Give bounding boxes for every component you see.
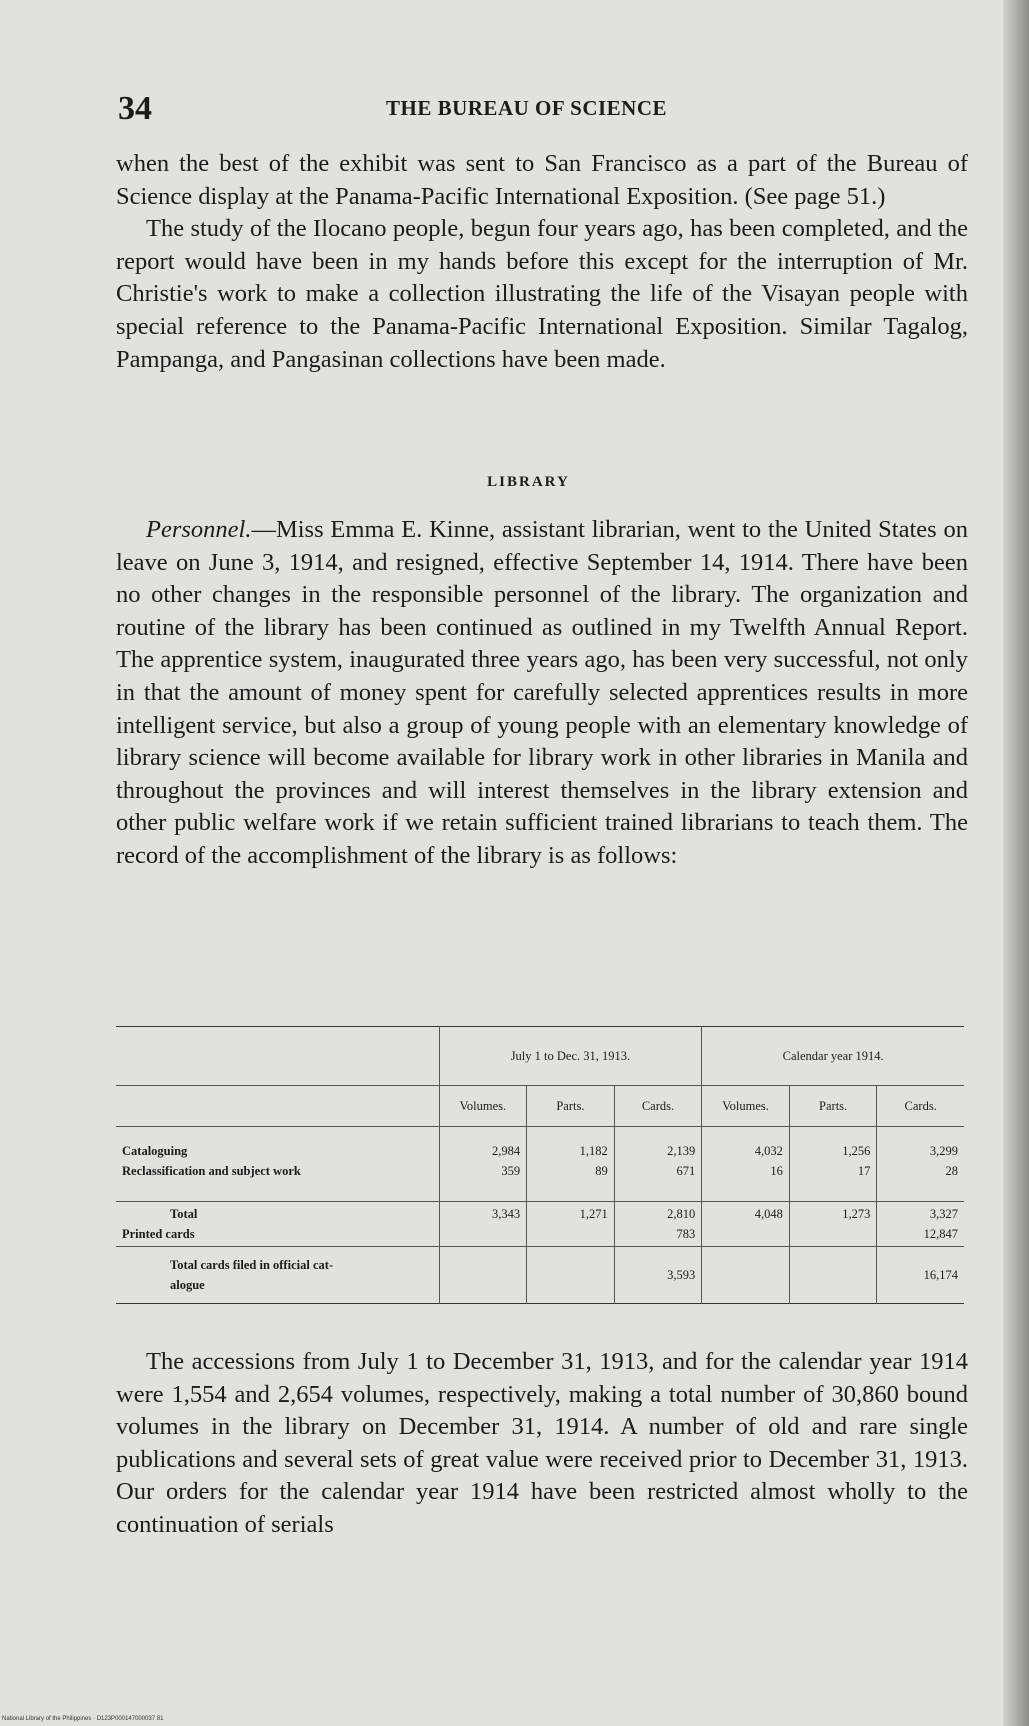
cell-value: 3,327	[929, 1207, 958, 1221]
row-label-cataloguing: Cataloguing	[122, 1144, 188, 1158]
cell-value: 28	[945, 1164, 958, 1178]
table-cell	[789, 1127, 877, 1202]
table-cell	[702, 1127, 790, 1202]
cell-value: 89	[595, 1164, 608, 1178]
paragraph-personnel	[116, 514, 968, 873]
table-row	[116, 1247, 964, 1304]
page-header	[118, 90, 970, 130]
row-label-filed-2: alogue	[170, 1278, 205, 1292]
page-edge-shadow	[1003, 0, 1029, 1726]
row-label-printed-cards: Printed cards	[122, 1227, 195, 1241]
cell-value: 783	[676, 1227, 696, 1241]
cell-value: 3,343	[492, 1207, 521, 1221]
cell-value: 4,048	[754, 1207, 783, 1221]
table-cell	[877, 1202, 964, 1247]
paragraph-ilocano: The study of the Ilocano people, begun four years ago, has been completed, and the report would have been in my hands before this except for the interruption of Mr. Christie's work to make a collection illustrating the life of the Visayan people with special reference to the Panama-Pacific International Exposition. Similar Tagalog, Pampanga, and Pangasinan collections have been made.	[116, 215, 968, 373]
table-corner	[116, 1027, 439, 1086]
cell-value: 4,032	[754, 1144, 783, 1158]
row-label-filed-1: Total cards filed in official cat-	[170, 1258, 334, 1272]
table-cell	[702, 1247, 790, 1304]
cell-value: 1,256	[842, 1144, 871, 1158]
cell-value: 1,182	[579, 1144, 608, 1158]
body-block-top	[116, 148, 968, 376]
row-label-reclassification: Reclassification and subject work	[122, 1164, 301, 1178]
cell-value: 3,299	[929, 1144, 958, 1158]
row-label-cell	[116, 1247, 439, 1304]
sub-header-parts-1914: Parts.	[789, 1086, 877, 1127]
page-number: 34	[118, 90, 152, 127]
table-cell	[439, 1202, 527, 1247]
record-table	[116, 1026, 964, 1304]
table-cell	[527, 1127, 615, 1202]
table-cell	[527, 1202, 615, 1247]
group-header-1913: July 1 to Dec. 31, 1913.	[439, 1027, 702, 1086]
library-record-table	[116, 1026, 964, 1304]
running-head: THE BUREAU OF SCIENCE	[386, 96, 668, 120]
cell-value: 17	[857, 1164, 871, 1178]
personnel-text: —Miss Emma E. Kinne, assistant librarian, went to the United States on leave on June 3, 1914, and resigned, effective September 14, 1914. There have been no other changes in the responsible personnel of the library. The organization and routine of the library has been continued as outlined in my Twelfth Annual Report. The apprentice system, inaugurated three years ago, has been very successful, not only in that the amount of money spent for carefully selected apprentices results in more intelligent service, but also a group of young people with an elementary knowledge of library science will become available for library work in other libraries in Manila and throughout the provinces and will interest themselves in the library extension and other public welfare work if we retain sufficient trained librarians to teach them. The record of the accomplishment of the library is as follows:	[116, 516, 968, 869]
group-header-1914: Calendar year 1914.	[702, 1027, 964, 1086]
cell-value: 12,847	[923, 1227, 958, 1241]
cell-value: 2,810	[667, 1207, 696, 1221]
table-cell	[527, 1247, 615, 1304]
table-cell: 16,174	[877, 1247, 964, 1304]
table-cell	[877, 1127, 964, 1202]
personnel-lead: Personnel.	[146, 516, 252, 543]
paragraph-continuation: when the best of the exhibit was sent to San Francisco as a part of the Bureau of Science display at the Panama-Pacific International Exposition. (See page 51.)	[116, 150, 968, 210]
row-label-cell	[116, 1127, 439, 1202]
cell-value: 1,273	[842, 1207, 871, 1221]
sub-header-volumes-1914: Volumes.	[702, 1086, 790, 1127]
table-row	[116, 1202, 964, 1247]
table-cell	[702, 1202, 790, 1247]
cell-value: 2,984	[492, 1144, 521, 1158]
cell-value: 16	[770, 1164, 783, 1178]
sub-header-cards-1914: Cards.	[877, 1086, 964, 1127]
cell-value: 1,271	[579, 1207, 608, 1221]
cell-value: 2,139	[667, 1144, 696, 1158]
body-block-accessions	[116, 1346, 968, 1542]
table-cell	[439, 1247, 527, 1304]
table-cell	[439, 1127, 527, 1202]
row-label-cell	[116, 1202, 439, 1247]
cell-value: 671	[676, 1164, 696, 1178]
table-cell	[614, 1202, 702, 1247]
row-label-total: Total	[170, 1207, 198, 1221]
table-row	[116, 1127, 964, 1202]
sub-header-blank	[116, 1086, 439, 1127]
table-cell	[614, 1127, 702, 1202]
section-heading-library: LIBRARY	[487, 474, 570, 490]
table-cell	[789, 1247, 877, 1304]
paragraph-accessions: The accessions from July 1 to December 31, 1913, and for the calendar year 1914 were 1,554 and 2,654 volumes, respectively, making a total number of 30,860 bound volumes in the library on December 31, 1914. A number of old and rare single publications and several sets of great value were received prior to December 31, 1913. Our orders for the calendar year 1914 have been restricted almost wholly to the continuation of serials	[116, 1348, 968, 1538]
sub-header-cards-1913: Cards.	[614, 1086, 702, 1127]
table-cell	[789, 1202, 877, 1247]
sub-header-volumes-1913: Volumes.	[439, 1086, 527, 1127]
sub-header-parts-1913: Parts.	[527, 1086, 615, 1127]
cell-value: 359	[501, 1164, 521, 1178]
body-block-personnel	[116, 514, 968, 873]
scan-credit: National Library of the Philippines · D123P000147000037 81	[2, 1716, 164, 1722]
table-cell: 3,593	[614, 1247, 702, 1304]
